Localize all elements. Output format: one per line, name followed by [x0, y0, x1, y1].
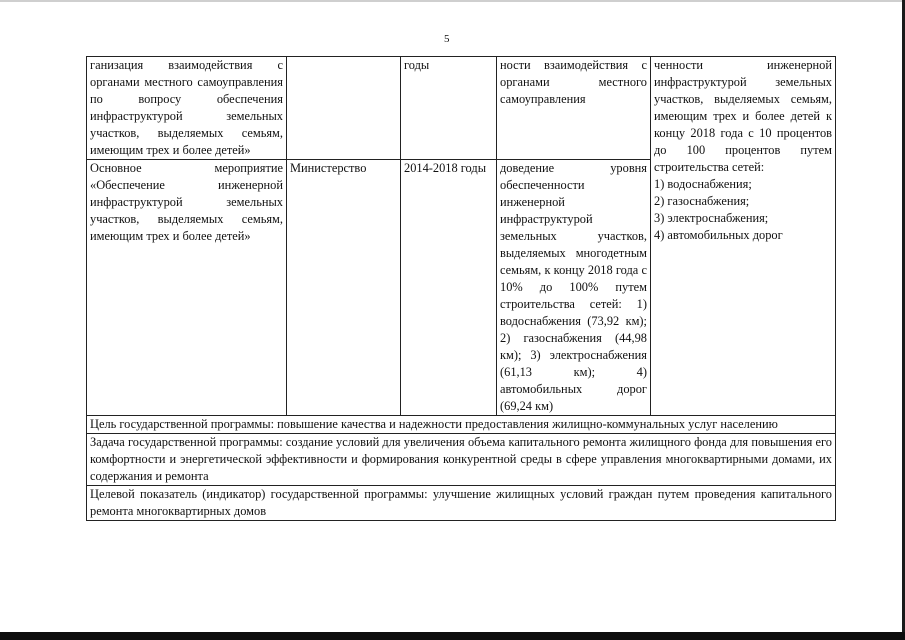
table-cell-result: ности взаимодействия с органами местного самоуправления [497, 57, 651, 160]
table-row-task [87, 434, 836, 486]
table-cell-period: 2014-2018 годы [401, 160, 497, 416]
indicator-item: 2) газоснабжения; [654, 194, 750, 208]
table-cell-activity: ганизация взаимодействия с органами местного самоуправления по вопросу обеспечения инфраструктурой земельных участков, выделяемых семьям, имеющим трех и более детей» [87, 57, 287, 160]
program-task: Задача государственной программы: создание условий для увеличения объема капитального ремонта жилищного фонда для повышения его комфортности и энергетической эффективности и формирования конкурентной среды в сфере управления многоквартирными домами, их содержания и ремонта [87, 434, 836, 486]
indicator-text: ченности инженерной инфраструктурой земельных участков, выделяемых семьям, имеющим трех и более детей к концу 2018 года с 10 процентов до 100 процентов путем строительства сетей: [654, 58, 832, 174]
scan-edge-bottom [0, 632, 905, 640]
scan-edge-top [0, 0, 905, 2]
indicator-item: 3) электроснабжения; [654, 211, 769, 225]
table-cell-period: годы [401, 57, 497, 160]
page-number: 5 [444, 33, 450, 45]
indicator-item: 1) водоснабжения; [654, 177, 752, 191]
table-cell-result: доведение уровня обеспеченности инженерной инфраструктурой земельных участков, выделяемых многодетным семьям, к концу 2018 года с 10% до 100% путем строительства сетей: 1) водоснабжения (73,92 км); 2) газоснабжения (44,98 км); 3) электроснабжения (61,13 км); 4) автомобильных дорог (69,24 км) [497, 160, 651, 416]
table-row-goal [87, 416, 836, 434]
table-row-indicator [87, 486, 836, 521]
table-cell-executor: Министерство [287, 160, 401, 416]
table-cell-activity: Основное мероприятие «Обеспечение инженерной инфраструктурой земельных участков, выделяемых семьям, имеющим трех и более детей» [87, 160, 287, 416]
program-indicator: Целевой показатель (индикатор) государственной программы: улучшение жилищных условий граждан путем проведения капитального ремонта многоквартирных домов [87, 486, 836, 521]
table-cell-executor [287, 57, 401, 160]
indicator-item: 4) автомобильных дорог [654, 228, 783, 242]
program-table [86, 56, 836, 521]
table-row [87, 57, 836, 160]
program-goal: Цель государственной программы: повышение качества и надежности предоставления жилищно-коммунальных услуг населению [87, 416, 836, 434]
table-cell-indicator-merged [651, 57, 836, 416]
